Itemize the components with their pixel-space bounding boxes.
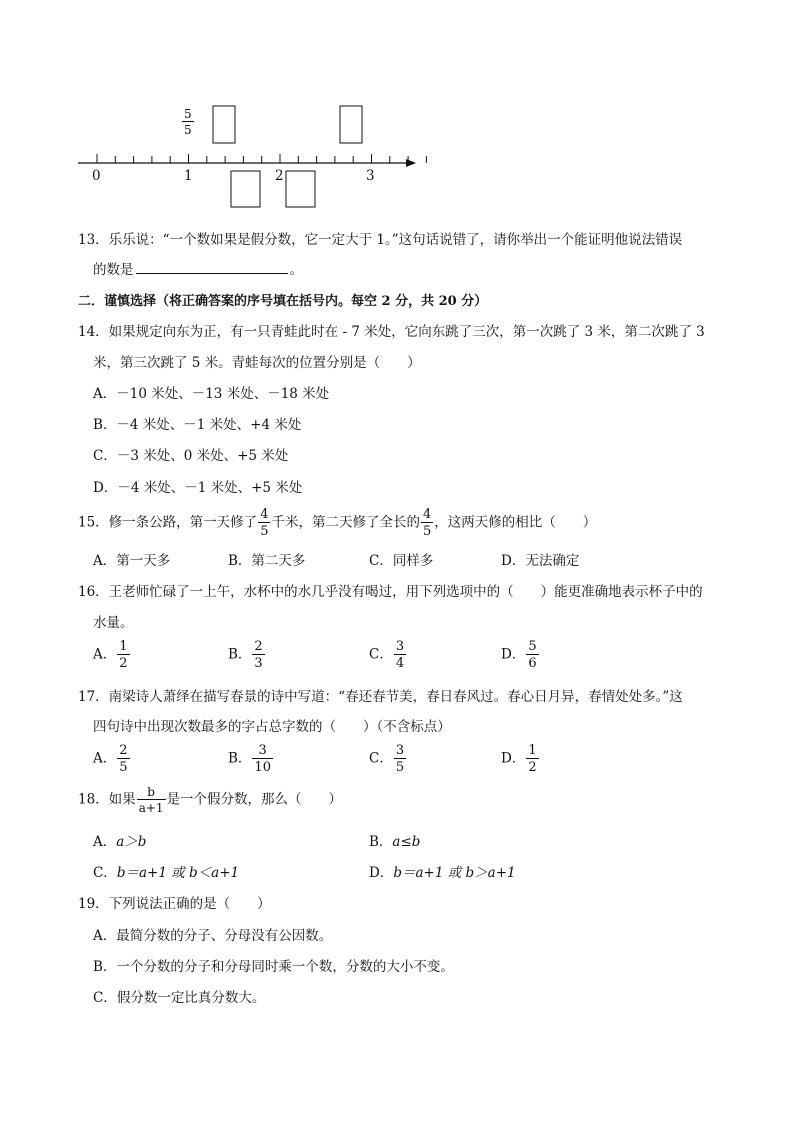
q16-option-d[interactable] [501,640,540,670]
q17-option-d-letter: D． [501,750,526,767]
q19-option-a[interactable]: A．最简分数的分子、分母没有公因数。 [93,928,333,944]
q15-option-c[interactable]: C．同样多 [369,553,434,569]
q17-option-a-letter: A． [93,750,117,767]
q16-option-d-num: 5 [528,639,537,654]
q19-option-c[interactable]: C．假分数一定比真分数大。 [93,990,266,1006]
q16-option-a-num: 1 [119,639,128,654]
q13-line2-post: 。 [289,262,303,278]
q16-option-a[interactable] [93,640,131,670]
q16-option-a-den: 2 [119,656,128,671]
q18-option-c-expr: b＝a+1 或 b＜a+1 [116,865,240,881]
q16-line2: 水量。 [93,615,134,631]
q14-line1: 14．如果规定向东为正，有一只青蛙此时在 - 7 米处，它向东跳了三次，第一次跳了 3 米，第二次跳了 3 [78,324,705,340]
section2-heading: 二．谨慎选择（将正确答案的序号填在括号内。每空 2 分，共 20 分） [78,294,488,309]
q17-option-c[interactable] [369,744,407,774]
answer-box-bottom-2 [286,171,315,207]
q16-option-b-letter: B． [228,646,252,663]
q17-option-d-den: 2 [528,760,537,775]
q18-frac-den: a+1 [138,801,164,815]
q15-frac2-num: 4 [422,507,432,522]
q17-option-a[interactable] [93,744,131,774]
tick-label-3: 3 [366,168,375,184]
q14-option-b[interactable]: B．－4 米处、－1 米处、+4 米处 [93,417,302,433]
q15-frac1-den: 5 [260,524,269,539]
q17-option-d-num: 1 [528,743,537,758]
q18-pre: 18．如果 [78,791,136,808]
q13-answer-blank[interactable] [136,261,288,274]
q14-line2: 米，第三次跳了 5 米。青蛙每次的位置分别是（ ） [93,355,421,371]
q16-option-d-den: 6 [528,656,537,671]
q15-mid: 千米，第二天修了全长的 [271,514,420,531]
q13-line2 [93,258,303,278]
q17-option-b-num: 3 [258,743,267,758]
q17-option-c-num: 3 [395,743,405,758]
number-line-ticks [97,154,426,163]
q17-option-a-num: 2 [119,743,128,758]
q17-line2: 四句诗中出现次数最多的字占总字数的（ ）（不含标点） [93,719,451,735]
q18-option-b-expr: a≤b [392,834,421,850]
fraction-label-5-5 [181,108,195,136]
q16-option-c-letter: C． [369,646,393,663]
fraction-denominator: 5 [184,123,192,137]
number-line-axis [78,159,416,167]
answer-box-top-1 [213,106,235,143]
q18-option-d[interactable] [369,861,516,881]
q16-option-a-letter: A． [93,646,117,663]
q17-option-c-den: 5 [395,760,405,775]
answer-box-bottom-1 [231,171,260,207]
tick-label-0: 0 [92,168,101,184]
q14-option-d[interactable]: D．－4 米处、－1 米处、+5 米处 [93,480,303,496]
fraction-numerator: 5 [184,107,192,121]
q16-option-d-letter: D． [501,646,526,663]
q15-post: ，这两天修的相比（ ） [434,514,597,531]
q16-line1: 16．王老师忙碌了一上午，水杯中的水几乎没有喝过，用下列选项中的（ ）能更准确地表示杯子中的 [78,584,703,600]
q17-option-b[interactable] [228,744,274,774]
q16-option-c-num: 3 [395,639,405,654]
q18-option-a-expr: a＞b [116,834,147,850]
q17-line1: 17．南梁诗人萧绎在描写春景的诗中写道：“春还春节美，春日春风过。春心日月异，春情处处多。”这 [78,689,683,705]
q17-option-c-letter: C． [369,750,393,767]
q14-option-c[interactable]: C．－3 米处、0 米处、+5 米处 [93,448,289,464]
tick-label-1: 1 [184,168,193,184]
q18-stem [78,786,342,814]
q17-option-b-letter: B． [228,750,252,767]
q18-frac-num: b [147,785,155,799]
q16-option-c[interactable] [369,640,407,670]
q13-line2-pre: 的数是 [93,262,134,278]
q15-frac1-num: 4 [260,507,269,522]
q16-option-c-den: 4 [395,656,405,671]
q18-option-b[interactable] [369,830,420,850]
q18-option-b-letter: B． [369,834,393,850]
q15-stem [78,508,596,538]
q18-option-c[interactable] [93,861,239,881]
number-line-figure [70,100,430,210]
q19-option-b[interactable]: B．一个分数的分子和分母同时乘一个数，分数的大小不变。 [93,959,454,975]
q15-option-d[interactable]: D．无法确定 [501,553,580,569]
q15-option-b[interactable]: B．第二天多 [228,553,306,569]
q14-option-a[interactable]: A．－10 米处、－13 米处、－18 米处 [93,386,330,402]
q16-option-b-den: 3 [254,656,263,671]
q18-option-d-expr: b＝a+1 或 b＞a+1 [393,865,516,881]
q18-post: 是一个假分数，那么（ ） [166,791,343,808]
q15-option-a[interactable]: A．第一天多 [93,553,171,569]
q17-option-b-den: 10 [254,760,271,775]
q18-option-d-letter: D． [369,865,394,881]
q18-option-a-letter: A． [93,834,117,850]
arrow-head-icon [406,159,416,167]
q13-line1: 13．乐乐说：“一个数如果是假分数，它一定大于 1。”这句话说错了，请你举出一个能证明他说法错误 [78,232,683,248]
q18-option-a[interactable] [93,830,146,850]
q15-pre: 15．修一条公路，第一天修了 [78,514,258,531]
q19-stem: 19．下列说法正确的是（ ） [78,896,271,912]
q17-option-d[interactable] [501,744,540,774]
answer-box-top-2 [340,106,362,143]
q15-frac2-den: 5 [422,524,432,539]
q17-option-a-den: 5 [119,760,128,775]
q16-option-b[interactable] [228,640,266,670]
q16-option-b-num: 2 [254,639,263,654]
q18-option-c-letter: C． [93,865,117,881]
tick-label-2: 2 [275,168,284,184]
